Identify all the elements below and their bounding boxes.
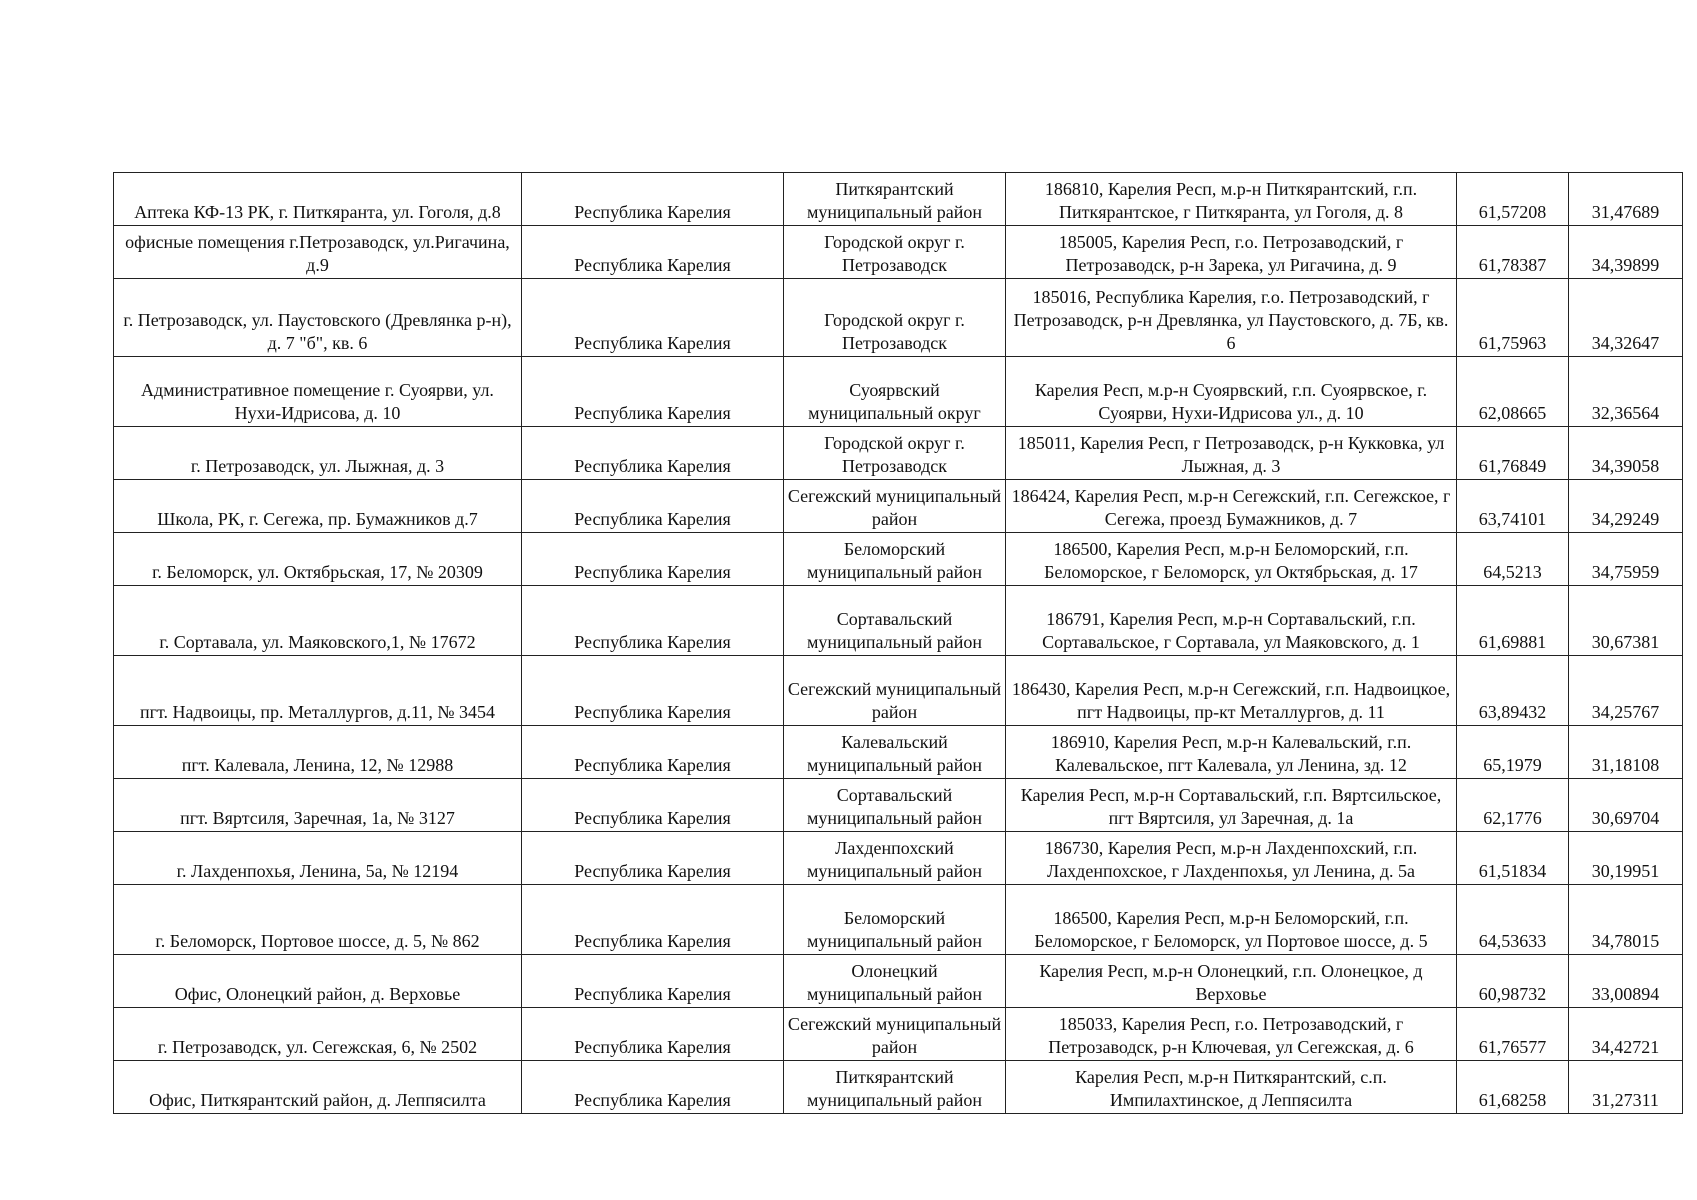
cell-name: офисные помещения г.Петрозаводск, ул.Ригачина, д.9 [114, 226, 522, 279]
cell-latitude: 63,74101 [1457, 480, 1569, 533]
cell-address: Карелия Респ, м.р-н Суоярвский, г.п. Суоярвское, г. Суоярви, Нухи-Идрисова ул., д. 10 [1006, 357, 1457, 427]
cell-name: пгт. Калевала, Ленина, 12, № 12988 [114, 726, 522, 779]
table-body [114, 173, 1683, 1114]
table-row [114, 726, 1683, 779]
cell-district: Беломорский муниципальный район [784, 533, 1006, 586]
table-row [114, 885, 1683, 955]
table-row [114, 1061, 1683, 1114]
cell-region: Республика Карелия [522, 656, 784, 726]
table-row [114, 427, 1683, 480]
cell-address: 186810, Карелия Респ, м.р-н Питкярантский, г.п. Питкярантское, г Питкяранта, ул Гоголя, д. 8 [1006, 173, 1457, 226]
table-row [114, 173, 1683, 226]
cell-address: 185033, Карелия Респ, г.о. Петрозаводский, г Петрозаводск, р-н Ключевая, ул Сегежская, д. 6 [1006, 1008, 1457, 1061]
cell-name: г. Беломорск, ул. Октябрьская, 17, № 20309 [114, 533, 522, 586]
cell-name: Административное помещение г. Суоярви, ул. Нухи-Идрисова, д. 10 [114, 357, 522, 427]
cell-name: г. Петрозаводск, ул. Лыжная, д. 3 [114, 427, 522, 480]
cell-region: Республика Карелия [522, 533, 784, 586]
cell-region: Республика Карелия [522, 427, 784, 480]
cell-address: Карелия Респ, м.р-н Сортавальский, г.п. Вяртсильское, пгт Вяртсиля, ул Заречная, д. 1а [1006, 779, 1457, 832]
cell-region: Республика Карелия [522, 779, 784, 832]
cell-district: Сегежский муниципальный район [784, 1008, 1006, 1061]
cell-latitude: 64,53633 [1457, 885, 1569, 955]
cell-name: пгт. Надвоицы, пр. Металлургов, д.11, № 3454 [114, 656, 522, 726]
cell-district: Городской округ г. Петрозаводск [784, 279, 1006, 357]
cell-region: Республика Карелия [522, 226, 784, 279]
table-row [114, 533, 1683, 586]
cell-region: Республика Карелия [522, 832, 784, 885]
cell-longitude: 34,39899 [1569, 226, 1683, 279]
cell-district: Питкярантский муниципальный район [784, 173, 1006, 226]
cell-district: Питкярантский муниципальный район [784, 1061, 1006, 1114]
cell-region: Республика Карелия [522, 1008, 784, 1061]
cell-latitude: 62,08665 [1457, 357, 1569, 427]
cell-district: Городской округ г. Петрозаводск [784, 226, 1006, 279]
cell-district: Калевальский муниципальный район [784, 726, 1006, 779]
cell-region: Республика Карелия [522, 955, 784, 1008]
cell-name: Школа, РК, г. Сегежа, пр. Бумажников д.7 [114, 480, 522, 533]
cell-latitude: 65,1979 [1457, 726, 1569, 779]
cell-latitude: 61,78387 [1457, 226, 1569, 279]
table-row [114, 656, 1683, 726]
cell-region: Республика Карелия [522, 173, 784, 226]
cell-district: Сортавальский муниципальный район [784, 586, 1006, 656]
cell-longitude: 30,69704 [1569, 779, 1683, 832]
cell-latitude: 61,75963 [1457, 279, 1569, 357]
cell-name: г. Петрозаводск, ул. Сегежская, 6, № 2502 [114, 1008, 522, 1061]
data-table [113, 172, 1683, 1114]
cell-latitude: 61,76577 [1457, 1008, 1569, 1061]
cell-name: г. Лахденпохья, Ленина, 5а, № 12194 [114, 832, 522, 885]
table-row [114, 279, 1683, 357]
table-row [114, 480, 1683, 533]
cell-address: 186791, Карелия Респ, м.р-н Сортавальский, г.п. Сортавальское, г Сортавала, ул Маяковского, д. 1 [1006, 586, 1457, 656]
cell-longitude: 34,29249 [1569, 480, 1683, 533]
cell-latitude: 62,1776 [1457, 779, 1569, 832]
cell-region: Республика Карелия [522, 885, 784, 955]
cell-district: Сортавальский муниципальный район [784, 779, 1006, 832]
cell-longitude: 30,19951 [1569, 832, 1683, 885]
cell-address: 185011, Карелия Респ, г Петрозаводск, р-н Кукковка, ул Лыжная, д. 3 [1006, 427, 1457, 480]
cell-name: г. Сортавала, ул. Маяковского,1, № 17672 [114, 586, 522, 656]
cell-region: Республика Карелия [522, 279, 784, 357]
table-row [114, 357, 1683, 427]
table-row [114, 1008, 1683, 1061]
cell-address: 185016, Республика Карелия, г.о. Петрозаводский, г Петрозаводск, р-н Древлянка, ул Паустовского, д. 7Б, кв. 6 [1006, 279, 1457, 357]
cell-address: 186424, Карелия Респ, м.р-н Сегежский, г.п. Сегежское, г Сегежа, проезд Бумажников, д. 7 [1006, 480, 1457, 533]
cell-address: 185005, Карелия Респ, г.о. Петрозаводский, г Петрозаводск, р-н Зарека, ул Ригачина, д. 9 [1006, 226, 1457, 279]
cell-longitude: 34,25767 [1569, 656, 1683, 726]
cell-name: пгт. Вяртсиля, Заречная, 1а, № 3127 [114, 779, 522, 832]
cell-district: Суоярвский муниципальный округ [784, 357, 1006, 427]
cell-latitude: 61,57208 [1457, 173, 1569, 226]
cell-name: г. Петрозаводск, ул. Паустовского (Древлянка р-н), д. 7 "б", кв. 6 [114, 279, 522, 357]
cell-latitude: 61,68258 [1457, 1061, 1569, 1114]
cell-district: Олонецкий муниципальный район [784, 955, 1006, 1008]
cell-address: 186730, Карелия Респ, м.р-н Лахденпохский, г.п. Лахденпохское, г Лахденпохья, ул Ленина, д. 5а [1006, 832, 1457, 885]
cell-latitude: 60,98732 [1457, 955, 1569, 1008]
cell-address: 186910, Карелия Респ, м.р-н Калевальский, г.п. Калевальское, пгт Калевала, ул Ленина, зд. 12 [1006, 726, 1457, 779]
cell-latitude: 64,5213 [1457, 533, 1569, 586]
table-row [114, 226, 1683, 279]
cell-address: 186430, Карелия Респ, м.р-н Сегежский, г.п. Надвоицкое, пгт Надвоицы, пр-кт Металлургов, д. 11 [1006, 656, 1457, 726]
cell-longitude: 31,47689 [1569, 173, 1683, 226]
cell-latitude: 61,69881 [1457, 586, 1569, 656]
cell-longitude: 34,78015 [1569, 885, 1683, 955]
cell-name: Аптека КФ-13 РК, г. Питкяранта, ул. Гоголя, д.8 [114, 173, 522, 226]
cell-longitude: 31,18108 [1569, 726, 1683, 779]
cell-district: Сегежский муниципальный район [784, 480, 1006, 533]
cell-district: Городской округ г. Петрозаводск [784, 427, 1006, 480]
cell-longitude: 34,32647 [1569, 279, 1683, 357]
cell-district: Лахденпохский муниципальный район [784, 832, 1006, 885]
cell-name: Офис, Питкярантский район, д. Леппясилта [114, 1061, 522, 1114]
table-row [114, 832, 1683, 885]
cell-region: Республика Карелия [522, 1061, 784, 1114]
cell-name: Офис, Олонецкий район, д. Верховье [114, 955, 522, 1008]
cell-longitude: 34,39058 [1569, 427, 1683, 480]
cell-longitude: 33,00894 [1569, 955, 1683, 1008]
cell-address: 186500, Карелия Респ, м.р-н Беломорский, г.п. Беломорское, г Беломорск, ул Портовое шоссе, д. 5 [1006, 885, 1457, 955]
table-row [114, 779, 1683, 832]
cell-address: Карелия Респ, м.р-н Питкярантский, с.п. Импилахтинское, д Леппясилта [1006, 1061, 1457, 1114]
cell-region: Республика Карелия [522, 726, 784, 779]
cell-region: Республика Карелия [522, 480, 784, 533]
cell-address: 186500, Карелия Респ, м.р-н Беломорский, г.п. Беломорское, г Беломорск, ул Октябрьская, д. 17 [1006, 533, 1457, 586]
cell-region: Республика Карелия [522, 357, 784, 427]
table-row [114, 586, 1683, 656]
table-row [114, 955, 1683, 1008]
cell-longitude: 34,42721 [1569, 1008, 1683, 1061]
cell-longitude: 31,27311 [1569, 1061, 1683, 1114]
cell-name: г. Беломорск, Портовое шоссе, д. 5, № 862 [114, 885, 522, 955]
cell-district: Сегежский муниципальный район [784, 656, 1006, 726]
cell-longitude: 32,36564 [1569, 357, 1683, 427]
cell-address: Карелия Респ, м.р-н Олонецкий, г.п. Олонецкое, д Верховье [1006, 955, 1457, 1008]
cell-district: Беломорский муниципальный район [784, 885, 1006, 955]
cell-longitude: 30,67381 [1569, 586, 1683, 656]
cell-latitude: 61,76849 [1457, 427, 1569, 480]
cell-region: Республика Карелия [522, 586, 784, 656]
cell-latitude: 63,89432 [1457, 656, 1569, 726]
cell-latitude: 61,51834 [1457, 832, 1569, 885]
cell-longitude: 34,75959 [1569, 533, 1683, 586]
